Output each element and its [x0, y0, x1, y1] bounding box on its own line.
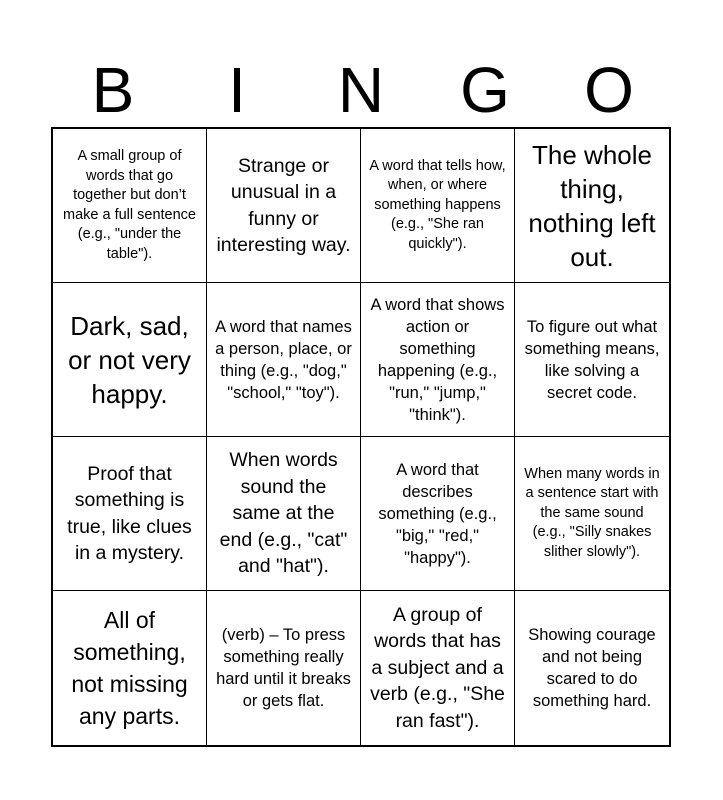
cell-text: A word that shows action or something happening (e.g., "run," "jump," "think"). [370, 295, 505, 424]
bingo-cell[interactable] [53, 129, 207, 283]
header-letter-b: B [91, 54, 135, 126]
cell-text: A word that describes something (e.g., "big," "red," "happy"). [378, 460, 497, 567]
bingo-cell[interactable] [515, 283, 669, 437]
cell-text: All of something, not missing any parts. [71, 607, 188, 729]
bingo-cell[interactable] [515, 591, 669, 745]
bingo-cell[interactable] [361, 129, 515, 283]
cell-text: (verb) – To press something really hard until it breaks or gets flat. [216, 626, 351, 710]
bingo-cell[interactable] [53, 591, 207, 745]
cell-text: To figure out what something means, like solving a secret code. [524, 317, 660, 402]
bingo-cell[interactable] [207, 283, 361, 437]
bingo-cell[interactable] [361, 283, 515, 437]
cell-text: Strange or unusual in a funny or interesting way. [216, 154, 351, 256]
bingo-cell[interactable] [207, 437, 361, 591]
bingo-cell[interactable] [207, 129, 361, 283]
cell-text: A word that tells how, when, or where something happens (e.g., "She ran quickly"). [369, 157, 506, 252]
cell-text: When many words in a sentence start with the same sound (e.g., "Silly snakes slither slowly"). [524, 465, 660, 560]
bingo-board [51, 127, 671, 747]
bingo-header [51, 52, 671, 128]
bingo-cell[interactable] [361, 591, 515, 745]
cell-text: Showing courage and not being scared to do something hard. [528, 626, 656, 710]
cell-text: A small group of words that go together but don’t make a full sentence (e.g., "under the table"). [63, 148, 196, 262]
bingo-cell[interactable] [53, 283, 207, 437]
bingo-cell[interactable] [361, 437, 515, 591]
header-letter-g: G [460, 54, 510, 126]
header-letter-i: I [228, 54, 246, 126]
cell-text: Proof that something is true, like clues in a mystery. [67, 462, 192, 564]
bingo-cell[interactable] [53, 437, 207, 591]
bingo-cell[interactable] [207, 591, 361, 745]
header-letter-n: N [337, 54, 385, 126]
cell-text: A word that names a person, place, or thing (e.g., "dog," "school," "toy"). [215, 317, 352, 402]
header-letter-o: O [584, 54, 634, 126]
bingo-cell[interactable] [515, 437, 669, 591]
cell-text: Dark, sad, or not very happy. [68, 310, 191, 409]
cell-text: A group of words that has a subject and a verb (e.g., "She ran fast"). [370, 603, 505, 732]
bingo-cell[interactable] [515, 129, 669, 283]
cell-text: When words sound the same at the end (e.g., "cat" and "hat"). [219, 449, 348, 578]
cell-text: The whole thing, nothing left out. [528, 139, 656, 272]
